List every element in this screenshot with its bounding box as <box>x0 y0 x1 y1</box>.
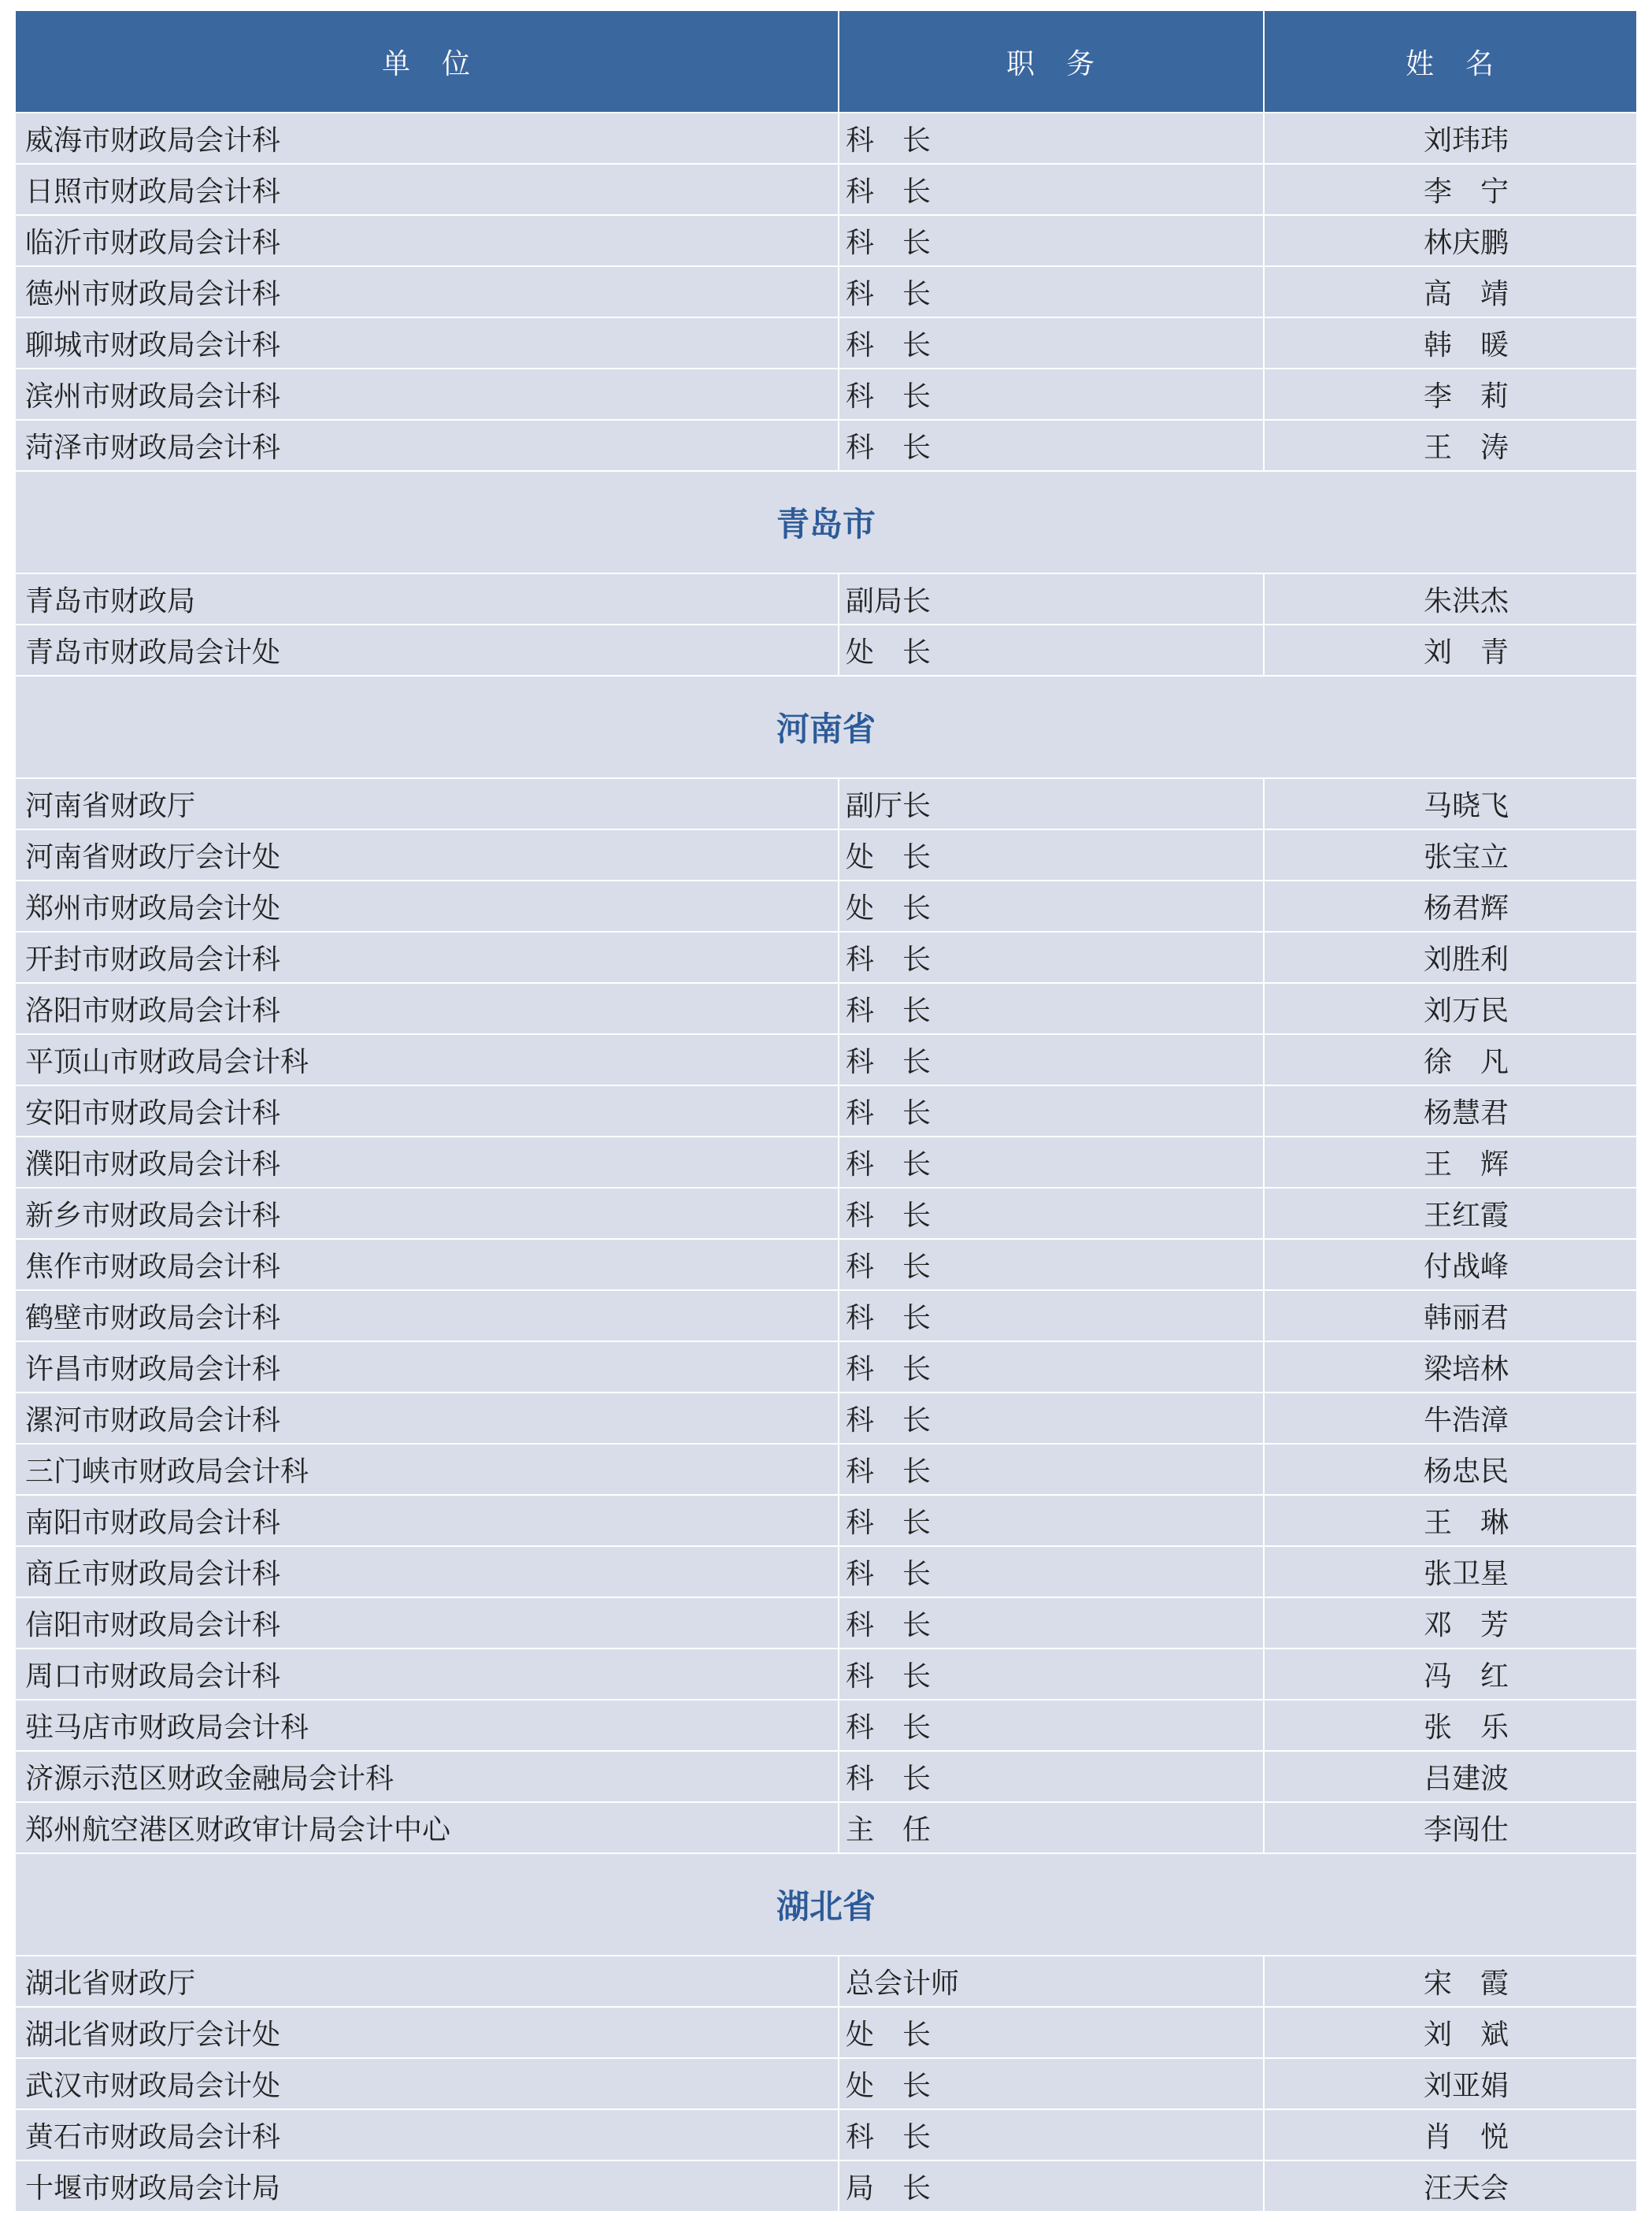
table-row <box>16 1444 1636 1495</box>
name-cell: 李 莉 <box>1264 369 1636 420</box>
name-cell: 高 靖 <box>1264 266 1636 317</box>
position-cell: 科 长 <box>839 932 1264 983</box>
name-cell: 付战峰 <box>1264 1239 1636 1290</box>
unit-cell: 新乡市财政局会计科 <box>16 1188 839 1239</box>
header-row <box>16 11 1636 113</box>
position-cell: 科 长 <box>839 1034 1264 1085</box>
unit-cell: 威海市财政局会计科 <box>16 113 839 164</box>
name-cell: 王 辉 <box>1264 1137 1636 1188</box>
name-cell: 宋 霞 <box>1264 1956 1636 2007</box>
unit-cell: 三门峡市财政局会计科 <box>16 1444 839 1495</box>
table-row <box>16 266 1636 317</box>
name-cell: 张卫星 <box>1264 1546 1636 1597</box>
position-cell: 科 长 <box>839 1597 1264 1649</box>
name-cell: 刘亚娟 <box>1264 2058 1636 2109</box>
name-cell: 刘胜利 <box>1264 932 1636 983</box>
position-cell: 总会计师 <box>839 1956 1264 2007</box>
unit-cell: 日照市财政局会计科 <box>16 164 839 215</box>
position-cell: 科 长 <box>839 266 1264 317</box>
unit-cell: 郑州市财政局会计处 <box>16 881 839 932</box>
table-row <box>16 1393 1636 1444</box>
table-row <box>16 1341 1636 1393</box>
name-cell: 王 琳 <box>1264 1495 1636 1546</box>
position-cell: 科 长 <box>839 1700 1264 1751</box>
position-cell: 主 任 <box>839 1802 1264 1853</box>
unit-cell: 许昌市财政局会计科 <box>16 1341 839 1393</box>
unit-cell: 青岛市财政局会计处 <box>16 625 839 676</box>
table-row <box>16 881 1636 932</box>
section-heading-row <box>16 471 1636 573</box>
table-row <box>16 317 1636 369</box>
unit-cell: 周口市财政局会计科 <box>16 1649 839 1700</box>
name-cell: 韩 暖 <box>1264 317 1636 369</box>
table-row <box>16 573 1636 625</box>
unit-cell: 鹤壁市财政局会计科 <box>16 1290 839 1341</box>
position-cell: 科 长 <box>839 1085 1264 1137</box>
unit-cell: 焦作市财政局会计科 <box>16 1239 839 1290</box>
name-cell: 刘 斌 <box>1264 2007 1636 2058</box>
table-row <box>16 2058 1636 2109</box>
position-cell: 副局长 <box>839 573 1264 625</box>
table-row <box>16 625 1636 676</box>
position-cell: 处 长 <box>839 829 1264 881</box>
position-cell: 科 长 <box>839 1137 1264 1188</box>
section-title: 青岛市 <box>16 471 1636 573</box>
section-heading-row <box>16 1853 1636 1956</box>
position-cell: 科 长 <box>839 420 1264 471</box>
table-header <box>16 11 1636 113</box>
position-cell: 科 长 <box>839 164 1264 215</box>
table-row <box>16 1495 1636 1546</box>
position-cell: 科 长 <box>839 1751 1264 1802</box>
table-row <box>16 1597 1636 1649</box>
name-cell: 张宝立 <box>1264 829 1636 881</box>
name-cell: 马晓飞 <box>1264 778 1636 829</box>
unit-cell: 聊城市财政局会计科 <box>16 317 839 369</box>
name-cell: 刘玮玮 <box>1264 113 1636 164</box>
table-row <box>16 1188 1636 1239</box>
unit-cell: 漯河市财政局会计科 <box>16 1393 839 1444</box>
unit-cell: 平顶山市财政局会计科 <box>16 1034 839 1085</box>
position-cell: 科 长 <box>839 215 1264 266</box>
unit-cell: 滨州市财政局会计科 <box>16 369 839 420</box>
position-cell: 副厅长 <box>839 778 1264 829</box>
table-row <box>16 1700 1636 1751</box>
position-cell: 科 长 <box>839 1341 1264 1393</box>
table-row <box>16 1751 1636 1802</box>
position-cell: 科 长 <box>839 1546 1264 1597</box>
position-cell: 局 长 <box>839 2160 1264 2211</box>
position-cell: 科 长 <box>839 1290 1264 1341</box>
table-row <box>16 1085 1636 1137</box>
position-cell: 科 长 <box>839 113 1264 164</box>
table-row <box>16 1546 1636 1597</box>
name-cell: 朱洪杰 <box>1264 573 1636 625</box>
unit-cell: 商丘市财政局会计科 <box>16 1546 839 1597</box>
name-cell: 杨慧君 <box>1264 1085 1636 1137</box>
position-cell: 处 长 <box>839 625 1264 676</box>
table-row <box>16 369 1636 420</box>
table-row <box>16 1034 1636 1085</box>
unit-cell: 开封市财政局会计科 <box>16 932 839 983</box>
unit-cell: 濮阳市财政局会计科 <box>16 1137 839 1188</box>
name-cell: 徐 凡 <box>1264 1034 1636 1085</box>
name-cell: 冯 红 <box>1264 1649 1636 1700</box>
table-row <box>16 1290 1636 1341</box>
position-cell: 科 长 <box>839 1444 1264 1495</box>
name-cell: 刘 青 <box>1264 625 1636 676</box>
unit-cell: 武汉市财政局会计处 <box>16 2058 839 2109</box>
name-cell: 牛浩漳 <box>1264 1393 1636 1444</box>
table-row <box>16 420 1636 471</box>
unit-cell: 十堰市财政局会计局 <box>16 2160 839 2211</box>
table-row <box>16 1956 1636 2007</box>
section-heading-row <box>16 676 1636 778</box>
table-row <box>16 113 1636 164</box>
table-body <box>16 113 1636 2211</box>
table-row <box>16 1649 1636 1700</box>
name-cell: 韩丽君 <box>1264 1290 1636 1341</box>
unit-cell: 南阳市财政局会计科 <box>16 1495 839 1546</box>
name-cell: 杨忠民 <box>1264 1444 1636 1495</box>
position-cell: 处 长 <box>839 881 1264 932</box>
personnel-table <box>16 11 1636 2211</box>
table-row <box>16 778 1636 829</box>
section-title: 湖北省 <box>16 1853 1636 1956</box>
position-cell: 科 长 <box>839 317 1264 369</box>
unit-cell: 临沂市财政局会计科 <box>16 215 839 266</box>
header-position: 职 务 <box>839 11 1264 113</box>
unit-cell: 德州市财政局会计科 <box>16 266 839 317</box>
unit-cell: 安阳市财政局会计科 <box>16 1085 839 1137</box>
unit-cell: 湖北省财政厅会计处 <box>16 2007 839 2058</box>
position-cell: 处 长 <box>839 2007 1264 2058</box>
unit-cell: 湖北省财政厅 <box>16 1956 839 2007</box>
table-row <box>16 1137 1636 1188</box>
unit-cell: 济源示范区财政金融局会计科 <box>16 1751 839 1802</box>
unit-cell: 菏泽市财政局会计科 <box>16 420 839 471</box>
table-row <box>16 932 1636 983</box>
section-title: 河南省 <box>16 676 1636 778</box>
unit-cell: 黄石市财政局会计科 <box>16 2109 839 2160</box>
name-cell: 王红霞 <box>1264 1188 1636 1239</box>
name-cell: 梁培林 <box>1264 1341 1636 1393</box>
unit-cell: 郑州航空港区财政审计局会计中心 <box>16 1802 839 1853</box>
name-cell: 刘万民 <box>1264 983 1636 1034</box>
table-row <box>16 2160 1636 2211</box>
position-cell: 科 长 <box>839 983 1264 1034</box>
position-cell: 科 长 <box>839 1393 1264 1444</box>
table-row <box>16 983 1636 1034</box>
name-cell: 吕建波 <box>1264 1751 1636 1802</box>
position-cell: 科 长 <box>839 1188 1264 1239</box>
name-cell: 张 乐 <box>1264 1700 1636 1751</box>
table-row <box>16 1239 1636 1290</box>
table-row <box>16 2007 1636 2058</box>
name-cell: 李闯仕 <box>1264 1802 1636 1853</box>
table-row <box>16 1802 1636 1853</box>
table-row <box>16 2109 1636 2160</box>
name-cell: 肖 悦 <box>1264 2109 1636 2160</box>
name-cell: 李 宁 <box>1264 164 1636 215</box>
unit-cell: 驻马店市财政局会计科 <box>16 1700 839 1751</box>
table-row <box>16 164 1636 215</box>
unit-cell: 信阳市财政局会计科 <box>16 1597 839 1649</box>
table-row <box>16 215 1636 266</box>
position-cell: 科 长 <box>839 2109 1264 2160</box>
unit-cell: 青岛市财政局 <box>16 573 839 625</box>
name-cell: 王 涛 <box>1264 420 1636 471</box>
header-unit: 单 位 <box>16 11 839 113</box>
unit-cell: 洛阳市财政局会计科 <box>16 983 839 1034</box>
unit-cell: 河南省财政厅会计处 <box>16 829 839 881</box>
position-cell: 科 长 <box>839 1239 1264 1290</box>
position-cell: 科 长 <box>839 1649 1264 1700</box>
position-cell: 处 长 <box>839 2058 1264 2109</box>
unit-cell: 河南省财政厅 <box>16 778 839 829</box>
position-cell: 科 长 <box>839 1495 1264 1546</box>
name-cell: 邓 芳 <box>1264 1597 1636 1649</box>
header-name: 姓 名 <box>1264 11 1636 113</box>
name-cell: 汪天会 <box>1264 2160 1636 2211</box>
table-row <box>16 829 1636 881</box>
name-cell: 杨君辉 <box>1264 881 1636 932</box>
name-cell: 林庆鹏 <box>1264 215 1636 266</box>
position-cell: 科 长 <box>839 369 1264 420</box>
